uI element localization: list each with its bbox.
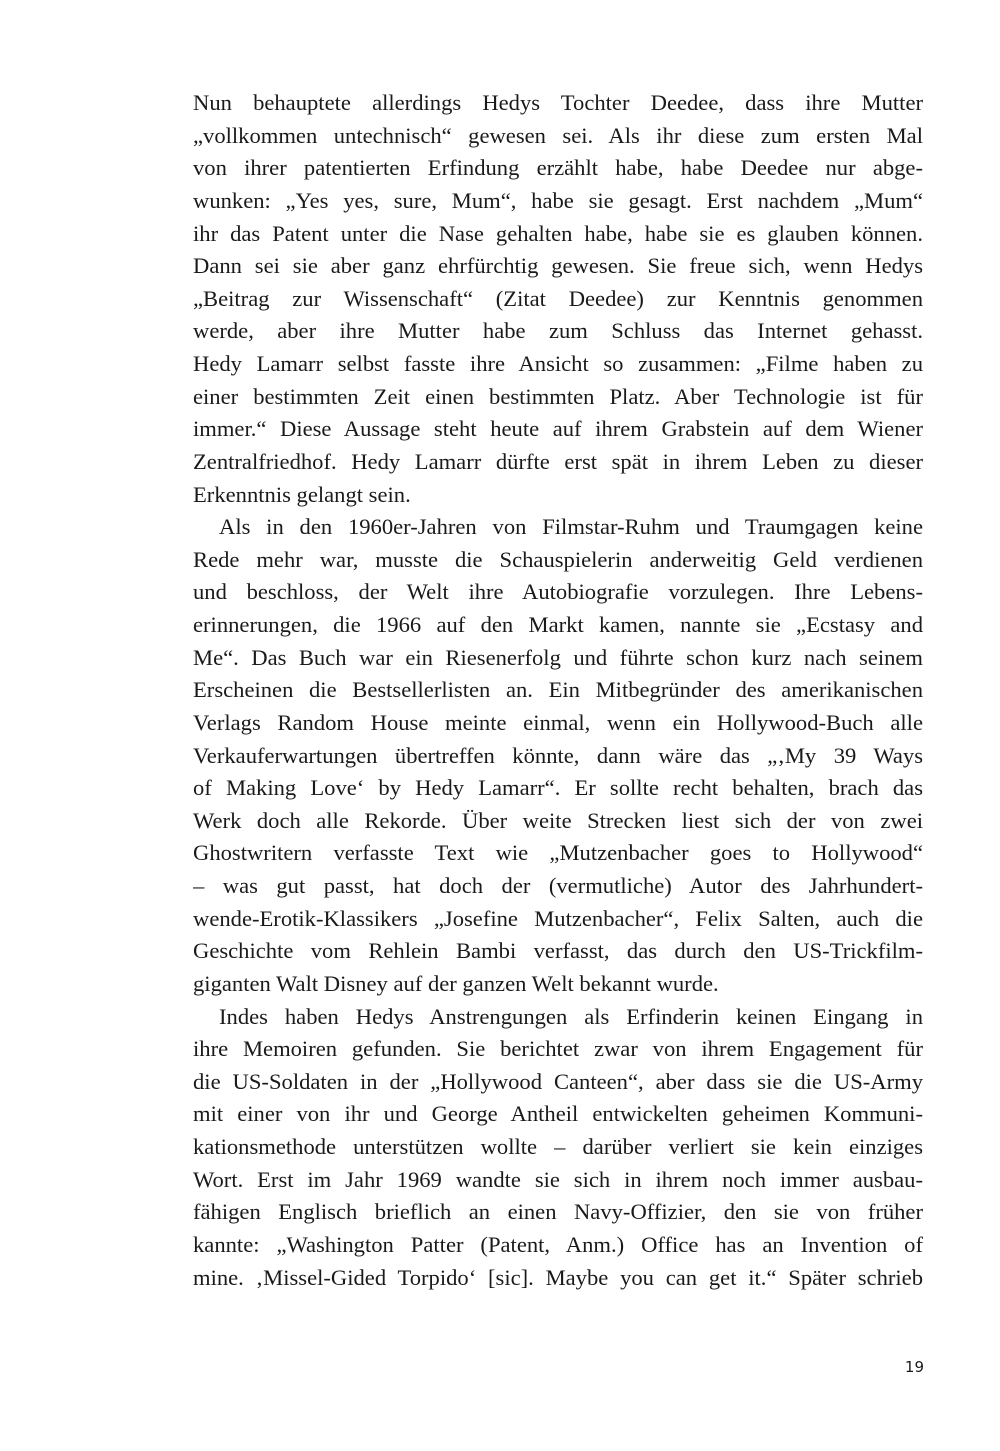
text-line: Hedy Lamarr selbst fasste ihre Ansicht so zusammen: „Filme haben zu xyxy=(193,351,923,376)
text-line: mit einer von ihr und George Antheil entwickelten geheimen Kommuni- xyxy=(193,1101,923,1127)
paragraph xyxy=(193,511,923,1000)
text-line: immer.“ Diese Aussage steht heute auf ihrem Grabstein auf dem Wiener xyxy=(193,416,923,442)
text-line: Erkenntnis gelangt sein. xyxy=(193,481,411,507)
text-line: wunken: „Yes yes, sure, Mum“, habe sie gesagt. Erst nachdem „Mum“ xyxy=(193,187,923,213)
text-line: kannte: „Washington Patter (Patent, Anm.) Office has an Invention of xyxy=(193,1231,923,1257)
text-line: giganten Walt Disney auf der ganzen Welt bekannt wurde. xyxy=(193,970,719,996)
text-line: „vollkommen untechnisch“ gewesen sei. Als ihr diese zum ersten Mal xyxy=(193,122,923,148)
text-line: of Making Love‘ by Hedy Lamarr“. Er sollte recht behalten, brach das xyxy=(193,775,923,801)
text-line: Dann sei sie aber ganz ehrfürchtig gewesen. Sie freue sich, wenn Hedys xyxy=(193,253,923,279)
text-line: Rede mehr war, musste die Schauspielerin anderweitig Geld verdienen xyxy=(193,546,923,572)
text-line: Nun behauptete allerdings Hedys Tochter Deedee, dass ihre Mutter xyxy=(193,90,923,115)
text-line: „Beitrag zur Wissenschaft“ (Zitat Deedee) zur Kenntnis genommen xyxy=(193,285,923,311)
text-line: von ihrer patentierten Erfindung erzählt habe, habe Deedee nur abge- xyxy=(193,155,923,181)
text-line: Verkauferwartungen übertreffen könnte, dann wäre das „‚My 39 Ways xyxy=(193,742,923,768)
text-line: Werk doch alle Rekorde. Über weite Strecken liest sich der von zwei xyxy=(193,807,923,833)
text-line: Indes haben Hedys Anstrengungen als Erfinderin keinen Eingang in xyxy=(219,1003,923,1029)
text-line: einer bestimmten Zeit einen bestimmten Platz. Aber Technologie ist für xyxy=(193,383,923,409)
text-line: wende-Erotik-Klassikers „Josefine Mutzenbacher“, Felix Salten, auch die xyxy=(193,905,923,931)
text-line: ihre Memoiren gefunden. Sie berichtet zwar von ihrem Engagement für xyxy=(193,1036,923,1062)
text-line: kationsmethode unterstützen wollte – darüber verliert sie kein einziges xyxy=(193,1134,923,1159)
text-line: mine. ‚Missel-Gided Torpido‘ [sic]. Maybe you can get it.“ Später schrieb xyxy=(193,1264,923,1290)
page-number: 19 xyxy=(904,1358,924,1376)
text-line: – was gut passt, hat doch der (vermutliche) Autor des Jahrhundert- xyxy=(193,873,923,898)
text-line: Me“. Das Buch war ein Riesenerfolg und führte schon kurz nach seinem xyxy=(193,644,923,670)
text-line: Geschichte vom Rehlein Bambi verfasst, das durch den US-Trickfilm- xyxy=(193,938,923,964)
paragraph xyxy=(193,87,923,511)
text-line: Zentralfriedhof. Hedy Lamarr dürfte erst spät in ihrem Leben zu dieser xyxy=(193,448,923,474)
text-line: erinnerungen, die 1966 auf den Markt kamen, nannte sie „Ecstasy and xyxy=(193,612,923,637)
paragraph xyxy=(193,1001,923,1295)
text-line: Wort. Erst im Jahr 1969 wandte sie sich in ihrem noch immer ausbau- xyxy=(193,1166,923,1192)
text-line: Als in den 1960er-Jahren von Filmstar-Ruhm und Traumgagen keine xyxy=(219,514,923,540)
text-line: ihr das Patent unter die Nase gehalten habe, habe sie es glauben können. xyxy=(193,220,923,246)
text-line: Verlags Random House meinte einmal, wenn ein Hollywood-Buch alle xyxy=(193,709,923,735)
text-line: Erscheinen die Bestsellerlisten an. Ein Mitbegründer des amerikanischen xyxy=(193,677,923,703)
body-text xyxy=(193,87,923,1294)
text-line: Ghostwritern verfasste Text wie „Mutzenbacher goes to Hollywood“ xyxy=(193,840,923,866)
text-line: fähigen Englisch brieflich an einen Navy-Offizier, den sie von früher xyxy=(193,1199,923,1225)
text-line: werde, aber ihre Mutter habe zum Schluss das Internet gehasst. xyxy=(193,318,923,344)
text-line: die US-Soldaten in der „Hollywood Canteen“, aber dass sie die US-Army xyxy=(193,1068,923,1094)
text-line: und beschloss, der Welt ihre Autobiografie vorzulegen. Ihre Lebens- xyxy=(193,579,923,605)
